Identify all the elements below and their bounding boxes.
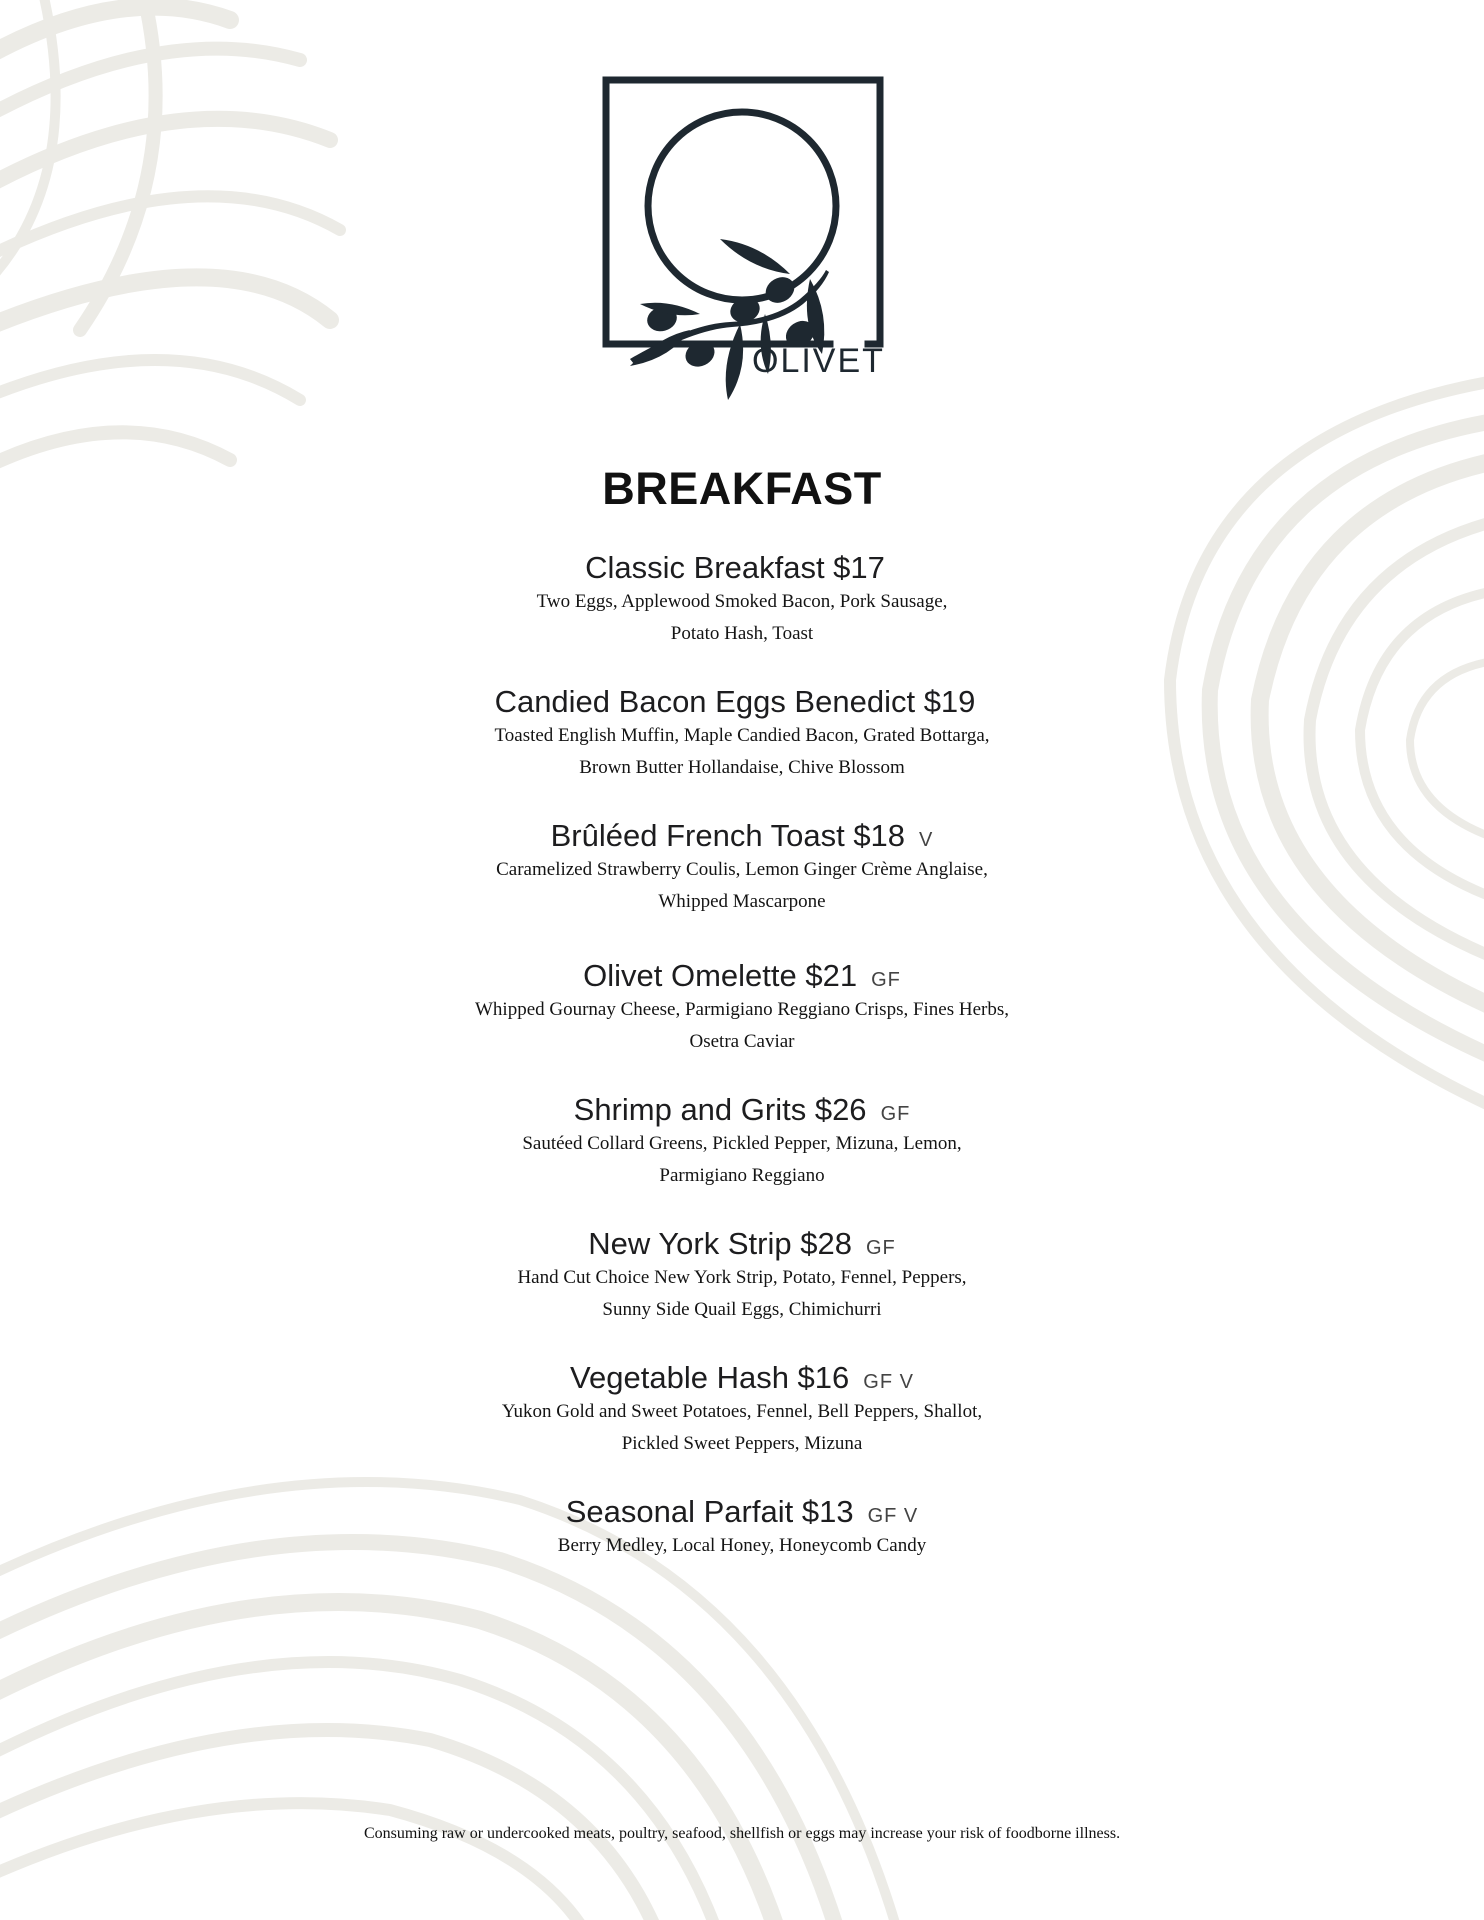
swirl-top-left (0, 0, 340, 470)
item-description: Sautéed Collard Greens, Pickled Pepper, Mizuna, Lemon, (522, 1132, 962, 1154)
item-description: Brown Butter Hollandaise, Chive Blossom (579, 756, 905, 778)
item-description: Toasted English Muffin, Maple Candied Bacon, Grated Bottarga, (494, 724, 990, 746)
item-description: Parmigiano Reggiano (659, 1164, 825, 1186)
item-description: Osetra Caviar (689, 1030, 795, 1052)
item-heading: Shrimp and Grits $26 (573, 1092, 867, 1127)
item-heading: Candied Bacon Eggs Benedict $19 (494, 684, 976, 719)
item-description: Caramelized Strawberry Coulis, Lemon Ginger Crème Anglaise, (496, 858, 988, 880)
menu-title: BREAKFAST (602, 463, 882, 514)
menu-item (0, 550, 1484, 684)
item-tags: V (919, 829, 934, 851)
menu-item (0, 1092, 1484, 1226)
item-tags: GF V (867, 1505, 919, 1527)
menu-item (0, 1226, 1484, 1360)
item-description: Whipped Gournay Cheese, Parmigiano Reggiano Crisps, Fines Herbs, (474, 998, 1010, 1020)
item-description: Yukon Gold and Sweet Potatoes, Fennel, Bell Peppers, Shallot, (501, 1400, 983, 1422)
item-description: Berry Medley, Local Honey, Honeycomb Candy (557, 1534, 927, 1556)
item-heading: New York Strip $28 (588, 1226, 852, 1261)
item-heading: Brûléed French Toast $18 (550, 818, 906, 853)
menu-item (0, 958, 1484, 1092)
item-heading: Classic Breakfast $17 (585, 550, 885, 585)
brand-wordmark: OLIVET (752, 342, 885, 380)
item-heading: Seasonal Parfait $13 (565, 1494, 854, 1529)
item-description: Two Eggs, Applewood Smoked Bacon, Pork Sausage, (536, 590, 948, 612)
menu-item (0, 1360, 1484, 1494)
item-heading: Vegetable Hash $16 (570, 1360, 850, 1395)
menu-item (0, 1494, 1484, 1628)
breakfast-menu (0, 463, 1484, 1628)
item-heading: Olivet Omelette $21 (583, 958, 858, 993)
item-description: Potato Hash, Toast (670, 622, 814, 644)
item-tags: GF (871, 969, 901, 991)
item-description: Whipped Mascarpone (658, 890, 826, 912)
food-safety-disclaimer: Consuming raw or undercooked meats, poultry, seafood, shellfish or eggs may increase your risk of foodborne illness. (363, 1825, 1121, 1842)
item-description: Pickled Sweet Peppers, Mizuna (621, 1432, 863, 1454)
menu-item (0, 818, 1484, 958)
item-tags: GF (865, 1237, 896, 1259)
item-tags: GF V (863, 1371, 914, 1393)
item-description: Hand Cut Choice New York Strip, Potato, Fennel, Peppers, (517, 1266, 967, 1288)
menu-item (0, 684, 1484, 818)
item-tags: GF (880, 1103, 911, 1125)
item-description: Sunny Side Quail Eggs, Chimichurri (602, 1298, 882, 1320)
